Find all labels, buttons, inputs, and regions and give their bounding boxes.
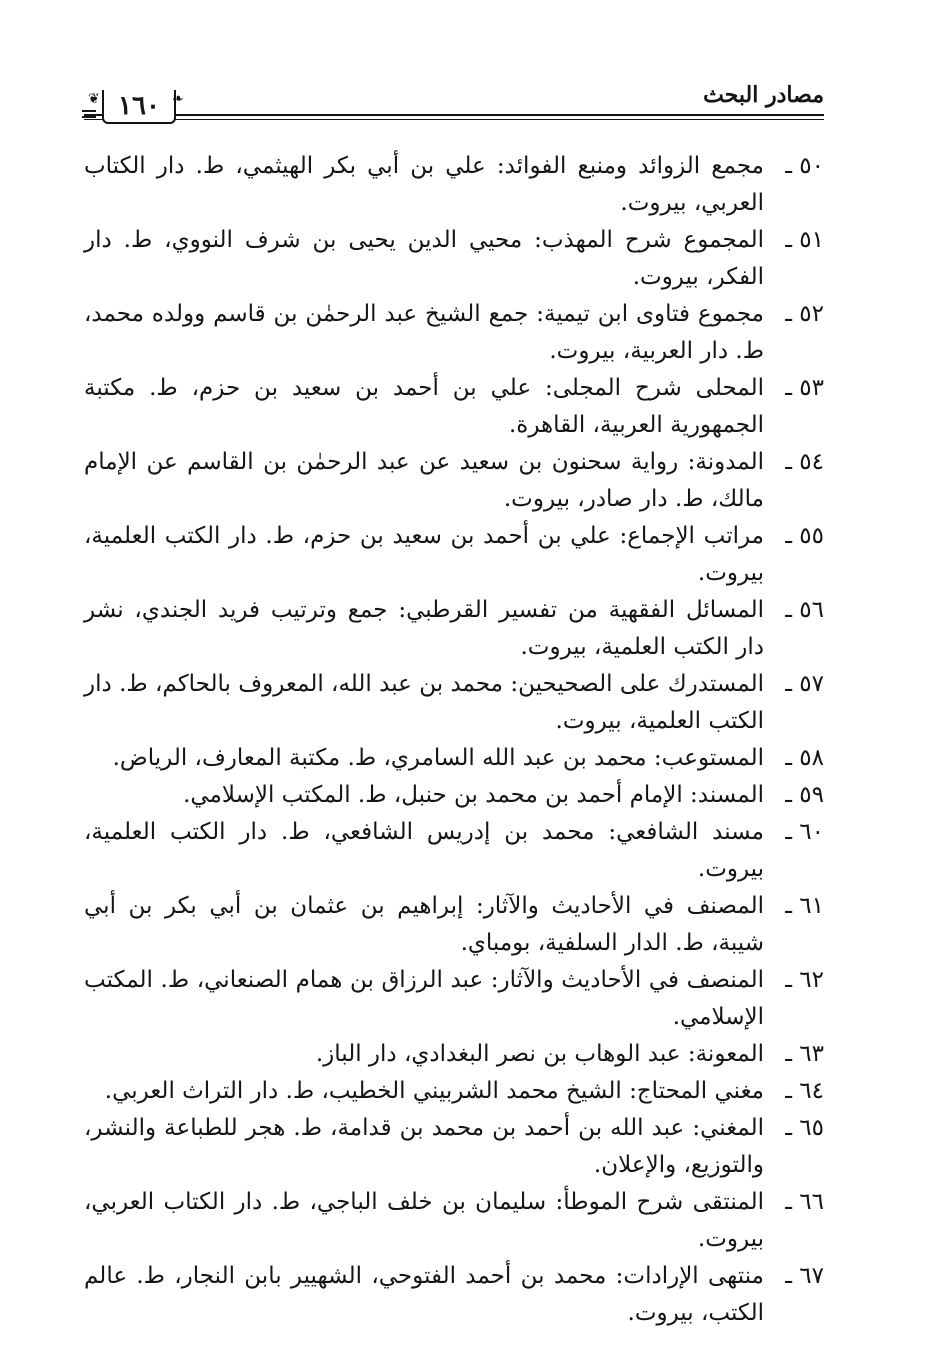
entry-number: ٥٤ ـ [785, 449, 824, 475]
page-number: ١٦٠ [118, 91, 160, 121]
entry-number: ٦٧ ـ [785, 1263, 824, 1289]
entry-text: المستدرك على الصحيحين: محمد بن عبد الله، المعروف بالحاكم، ط. دار الكتب العلمية، بيروت. [84, 671, 764, 734]
entry-number: ٥٢ ـ [785, 301, 824, 327]
ornament-icon: ❦ [88, 91, 100, 107]
bibliography-entry [84, 1184, 824, 1258]
entry-number: ٥٠ ـ [785, 153, 824, 179]
bibliography-entry [84, 370, 824, 444]
bibliography-entry [84, 148, 824, 222]
bibliography-entry [84, 1110, 824, 1184]
entry-text: المصنف في الأحاديث والآثار: إبراهيم بن عثمان بن أبي بكر بن أبي شيبة، ط. الدار السلفية، بومباي. [84, 893, 764, 956]
entry-number: ٥٥ ـ [785, 523, 824, 549]
entry-text: المستوعب: محمد بن عبد الله السامري، ط. مكتبة المعارف، الرياض. [112, 745, 764, 771]
bibliography-entry [84, 222, 824, 296]
entry-text: المحلى شرح المجلى: علي بن أحمد بن سعيد بن حزم، ط. مكتبة الجمهورية العربية، القاهرة. [84, 375, 764, 438]
entry-number: ٥٦ ـ [785, 597, 824, 623]
bibliography-entry [84, 814, 824, 888]
entry-number: ٦٦ ـ [785, 1189, 824, 1215]
bibliography-entry [84, 296, 824, 370]
entry-number: ٦٢ ـ [785, 967, 824, 993]
entry-text: المعونة: عبد الوهاب بن نصر البغدادي، دار الباز. [315, 1041, 764, 1067]
bibliography-list [84, 148, 824, 1332]
entry-number: ٥٨ ـ [785, 745, 824, 771]
bibliography-entry [84, 777, 824, 814]
entry-number: ٦٣ ـ [785, 1041, 824, 1067]
entry-text: المنصف في الأحاديث والآثار: عبد الرزاق بن همام الصنعاني، ط. المكتب الإسلامي. [84, 967, 764, 1030]
bibliography-entry [84, 444, 824, 518]
bibliography-entry [84, 888, 824, 962]
bibliography-entry [84, 666, 824, 740]
header-rule-stub [82, 110, 96, 112]
entry-text: المسائل الفقهية من تفسير القرطبي: جمع وترتيب فريد الجندي، نشر دار الكتب العلمية، بيروت. [84, 597, 764, 660]
bibliography-entry [84, 518, 824, 592]
entry-text: المجموع شرح المهذب: محيي الدين يحيى بن شرف النووي، ط. دار الفكر، بيروت. [84, 227, 765, 290]
bibliography-entry [84, 962, 824, 1036]
ornament-icon: ❧ [172, 91, 184, 107]
page-number-box [102, 90, 176, 124]
entry-text: منتهى الإرادات: محمد بن أحمد الفتوحي، الشهيير بابن النجار، ط. عالم الكتب، بيروت. [84, 1263, 764, 1326]
entry-number: ٦١ ـ [785, 893, 824, 919]
entry-text: المدونة: رواية سحنون بن سعيد عن عبد الرحمٰن بن القاسم عن الإمام مالك، ط. دار صادر، بيروت. [84, 449, 764, 512]
header-rule-thin [84, 119, 824, 120]
bibliography-entry [84, 1258, 824, 1332]
entry-text: المنتقى شرح الموطأ: سليمان بن خلف الباجي، ط. دار الكتاب العربي، بيروت. [84, 1189, 764, 1252]
entry-number: ٥٣ ـ [785, 375, 824, 401]
entry-text: مجمع الزوائد ومنبع الفوائد: علي بن أبي بكر الهيثمي، ط. دار الكتاب العربي، بيروت. [84, 153, 764, 216]
entry-number: ٥٩ ـ [785, 782, 824, 808]
entry-number: ٥٧ ـ [785, 671, 824, 697]
entry-number: ٥١ ـ [785, 227, 824, 253]
entry-text: المسند: الإمام أحمد بن محمد بن حنبل، ط. المكتب الإسلامي. [183, 782, 764, 808]
entry-number: ٦٤ ـ [785, 1078, 824, 1104]
page-title: مصادر البحث [703, 82, 824, 108]
bibliography-entry [84, 740, 824, 777]
header-rule-thick [84, 114, 824, 116]
entry-text: المغني: عبد الله بن أحمد بن محمد بن قدامة، ط. هجر للطباعة والنشر، والتوزيع، والإعلان. [84, 1115, 764, 1178]
bibliography-entry [84, 592, 824, 666]
header-rule-stub [82, 116, 96, 118]
bibliography-entry [84, 1073, 824, 1110]
entry-text: مسند الشافعي: محمد بن إدريس الشافعي، ط. دار الكتب العلمية، بيروت. [84, 819, 764, 882]
entry-text: مراتب الإجماع: علي بن أحمد بن سعيد بن حزم، ط. دار الكتب العلمية، بيروت. [84, 523, 764, 586]
entry-number: ٦٠ ـ [785, 819, 824, 845]
bibliography-entry [84, 1036, 824, 1073]
page-header [84, 70, 824, 130]
entry-text: مجموع فتاوى ابن تيمية: جمع الشيخ عبد الرحمٰن بن قاسم وولده محمد، ط. دار العربية، بيروت. [84, 301, 764, 364]
entry-text: مغني المحتاج: الشيخ محمد الشربيني الخطيب، ط. دار التراث العربي. [104, 1078, 764, 1104]
entry-number: ٦٥ ـ [785, 1115, 824, 1141]
